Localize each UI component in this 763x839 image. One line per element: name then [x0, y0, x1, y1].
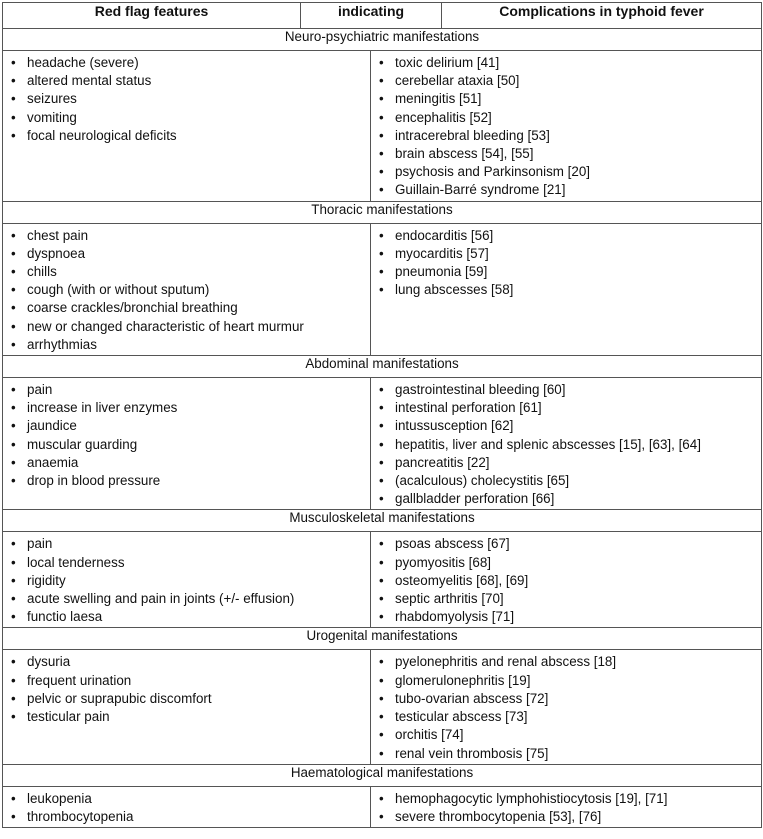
list-item: • thrombocytopenia — [11, 808, 370, 826]
red-flags-cell-list — [3, 378, 370, 491]
list-item: • local tenderness — [11, 554, 370, 572]
list-item: • vomiting — [11, 109, 370, 127]
list-item: • seizures — [11, 90, 370, 108]
red-flags-cell — [3, 650, 371, 764]
list-item: • leukopenia — [11, 790, 370, 808]
list-item: • gallbladder perforation [66] — [379, 490, 761, 508]
red-flags-cell — [3, 51, 371, 202]
section-body-row — [3, 378, 762, 510]
header-red-flag-features: Red flag features — [3, 3, 301, 29]
list-item: • psychosis and Parkinsonism [20] — [379, 163, 761, 181]
list-item: • septic arthritis [70] — [379, 590, 761, 608]
list-item: • toxic delirium [41] — [379, 54, 761, 72]
complications-cell-list — [371, 51, 761, 201]
list-item: • brain abscess [54], [55] — [379, 145, 761, 163]
complications-cell — [371, 786, 762, 827]
list-item: • increase in liver enzymes — [11, 399, 370, 417]
list-item: • pyelonephritis and renal abscess [18] — [379, 653, 761, 671]
list-item: • pain — [11, 535, 370, 553]
list-item: • intussusception [62] — [379, 417, 761, 435]
list-item: • hepatitis, liver and splenic abscesses [15], [63], [64] — [379, 436, 761, 454]
list-item: • pyomyositis [68] — [379, 554, 761, 572]
list-item: • frequent urination — [11, 672, 370, 690]
section-title-row — [3, 764, 762, 786]
list-item: • muscular guarding — [11, 436, 370, 454]
complications-cell-list — [371, 650, 761, 763]
list-item: • orchitis [74] — [379, 726, 761, 744]
complications-cell — [371, 378, 762, 510]
list-item: • pancreatitis [22] — [379, 454, 761, 472]
section-title-row — [3, 510, 762, 532]
list-item: • new or changed characteristic of heart murmur — [11, 318, 370, 336]
red-flags-cell-list — [3, 51, 370, 146]
list-item: • meningitis [51] — [379, 90, 761, 108]
list-item: • coarse crackles/bronchial breathing — [11, 299, 370, 317]
list-item: • pain — [11, 381, 370, 399]
typhoid-complications-table — [2, 2, 762, 828]
section-title: Musculoskeletal manifestations — [3, 510, 762, 532]
list-item: • arrhythmias — [11, 336, 370, 354]
section-title-row — [3, 356, 762, 378]
red-flags-cell-list — [3, 787, 370, 827]
red-flags-cell — [3, 223, 371, 355]
list-item: • drop in blood pressure — [11, 472, 370, 490]
section-title: Neuro-psychiatric manifestations — [3, 29, 762, 51]
section-body-row — [3, 51, 762, 202]
list-item: • altered mental status — [11, 72, 370, 90]
section-title-row — [3, 628, 762, 650]
complications-cell — [371, 223, 762, 355]
list-item: • rhabdomyolysis [71] — [379, 608, 761, 626]
list-item: • headache (severe) — [11, 54, 370, 72]
section-title: Haematological manifestations — [3, 764, 762, 786]
list-item: • cerebellar ataxia [50] — [379, 72, 761, 90]
list-item: • renal vein thrombosis [75] — [379, 745, 761, 763]
list-item: • focal neurological deficits — [11, 127, 370, 145]
list-item: • Guillain-Barré syndrome [21] — [379, 181, 761, 199]
section-body-row — [3, 650, 762, 764]
red-flags-cell-list — [3, 650, 370, 727]
list-item: • lung abscesses [58] — [379, 281, 761, 299]
list-item: • rigidity — [11, 572, 370, 590]
red-flags-cell-list — [3, 224, 370, 355]
list-item: • acute swelling and pain in joints (+/- effusion) — [11, 590, 370, 608]
list-item: • dyspnoea — [11, 245, 370, 263]
section-body-row — [3, 532, 762, 628]
complications-cell — [371, 650, 762, 764]
list-item: • testicular abscess [73] — [379, 708, 761, 726]
list-item: • cough (with or without sputum) — [11, 281, 370, 299]
section-title: Abdominal manifestations — [3, 356, 762, 378]
section-title: Urogenital manifestations — [3, 628, 762, 650]
section-title-row — [3, 201, 762, 223]
list-item: • hemophagocytic lymphohistiocytosis [19], [71] — [379, 790, 761, 808]
list-item: • severe thrombocytopenia [53], [76] — [379, 808, 761, 826]
list-item: • myocarditis [57] — [379, 245, 761, 263]
table-body — [3, 3, 762, 828]
section-body-row — [3, 786, 762, 827]
complications-cell — [371, 532, 762, 628]
list-item: • tubo-ovarian abscess [72] — [379, 690, 761, 708]
list-item: • endocarditis [56] — [379, 227, 761, 245]
red-flags-cell-list — [3, 532, 370, 627]
list-item: • dysuria — [11, 653, 370, 671]
list-item: • chills — [11, 263, 370, 281]
red-flags-cell — [3, 786, 371, 827]
red-flags-cell — [3, 378, 371, 510]
list-item: • testicular pain — [11, 708, 370, 726]
header-row — [3, 3, 762, 29]
complications-cell-list — [371, 224, 761, 301]
list-item: • functio laesa — [11, 608, 370, 626]
list-item: • encephalitis [52] — [379, 109, 761, 127]
section-title: Thoracic manifestations — [3, 201, 762, 223]
complications-cell-list — [371, 532, 761, 627]
list-item: • gastrointestinal bleeding [60] — [379, 381, 761, 399]
complications-cell — [371, 51, 762, 202]
header-indicating: indicating — [301, 3, 442, 29]
complications-cell-list — [371, 378, 761, 509]
list-item: • osteomyelitis [68], [69] — [379, 572, 761, 590]
section-body-row — [3, 223, 762, 355]
red-flags-cell — [3, 532, 371, 628]
list-item: • intestinal perforation [61] — [379, 399, 761, 417]
list-item: • anaemia — [11, 454, 370, 472]
list-item: • psoas abscess [67] — [379, 535, 761, 553]
list-item: • glomerulonephritis [19] — [379, 672, 761, 690]
list-item: • chest pain — [11, 227, 370, 245]
list-item: • intracerebral bleeding [53] — [379, 127, 761, 145]
complications-cell-list — [371, 787, 761, 827]
list-item: • pneumonia [59] — [379, 263, 761, 281]
header-complications: Complications in typhoid fever — [442, 3, 762, 29]
list-item: • pelvic or suprapubic discomfort — [11, 690, 370, 708]
list-item: • (acalculous) cholecystitis [65] — [379, 472, 761, 490]
section-title-row — [3, 29, 762, 51]
list-item: • jaundice — [11, 417, 370, 435]
